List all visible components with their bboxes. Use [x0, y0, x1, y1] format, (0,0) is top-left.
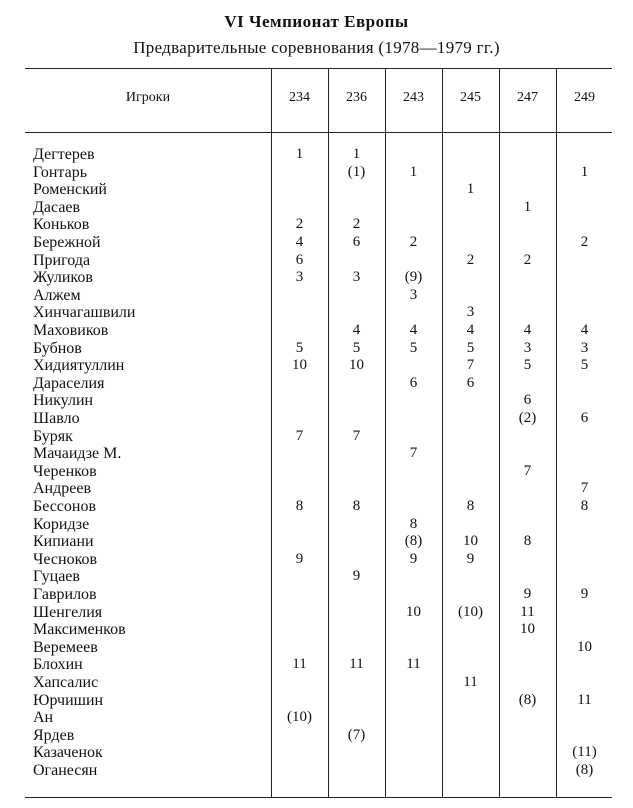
shirt-number-cell: 5: [466, 339, 475, 356]
shirt-number-cell: 10: [406, 603, 421, 620]
shirt-number-cell: 1: [352, 146, 361, 162]
shirt-number-cell: 11: [349, 656, 364, 673]
player-name: Гаврилов: [33, 586, 97, 603]
shirt-number-cell: 5: [409, 339, 418, 356]
player-name: Жуликов: [33, 269, 93, 287]
shirt-number-cell: (11): [572, 744, 597, 761]
match-header-234: 234: [289, 90, 310, 105]
shirt-number-cell: 1: [523, 198, 532, 215]
shirt-number-cell: (10): [287, 709, 312, 726]
shirt-number-cell: 5: [580, 357, 589, 374]
player-name: Ярдев: [33, 726, 75, 744]
shirt-number-cell: (8): [575, 762, 594, 778]
shirt-number-cell: 11: [577, 691, 592, 708]
shirt-number-cell: 10: [349, 357, 364, 374]
shirt-number-cell: 9: [466, 550, 475, 567]
match-header-247: 247: [517, 90, 538, 105]
player-name: Веремеев: [33, 638, 98, 656]
player-name: Бережной: [33, 234, 101, 251]
player-name: Хидиятуллин: [33, 357, 125, 375]
shirt-number-cell: 2: [409, 234, 418, 250]
shirt-number-cell: 11: [463, 674, 478, 690]
player-name: Андреев: [33, 480, 92, 498]
header-bottom-rule: [25, 132, 612, 133]
shirt-number-cell: (8): [404, 533, 423, 550]
shirt-number-cell: 2: [580, 234, 589, 250]
shirt-number-cell: 3: [580, 339, 589, 356]
shirt-number-cell: 6: [295, 251, 304, 268]
shirt-number-cell: 6: [409, 374, 418, 391]
shirt-number-cell: 9: [352, 568, 361, 585]
shirt-number-cell: (2): [518, 410, 537, 426]
shirt-number-cell: 7: [523, 462, 532, 479]
shirt-number-cell: 11: [292, 656, 307, 673]
match-header-236: 236: [346, 90, 367, 105]
shirt-number-cell: 10: [577, 638, 592, 655]
shirt-number-cell: 7: [580, 480, 589, 497]
player-name: Блохин: [33, 656, 83, 674]
shirt-number-cell: 7: [352, 427, 361, 444]
player-name: Чесноков: [33, 550, 98, 568]
shirt-number-cell: 2: [523, 251, 532, 268]
player-name: Маховиков: [33, 322, 109, 339]
player-column-header: Игроки: [125, 90, 171, 105]
player-name: Хинчагашвили: [33, 304, 136, 322]
shirt-number-cell: 7: [295, 427, 304, 444]
shirt-number-cell: 4: [466, 322, 475, 338]
shirt-number-cell: 4: [352, 322, 361, 338]
player-name: Никулин: [33, 392, 94, 410]
player-name: Максименков: [33, 621, 126, 639]
shirt-number-cell: (7): [347, 726, 366, 743]
player-name: Ан: [33, 709, 54, 727]
shirt-number-cell: 8: [295, 498, 304, 514]
player-name: Бессонов: [33, 498, 97, 515]
shirt-number-cell: 8: [352, 498, 361, 514]
shirt-number-cell: 8: [409, 515, 418, 532]
shirt-number-cell: 1: [466, 181, 475, 198]
player-name: Мачаидзе М.: [33, 445, 122, 463]
shirt-number-cell: 3: [466, 304, 475, 321]
shirt-number-cell: 2: [352, 216, 361, 233]
player-name: Алжем: [33, 286, 81, 304]
shirt-number-cell: (1): [347, 163, 366, 180]
page-subtitle: Предварительные соревнования (1978—1979 гг.): [133, 38, 500, 57]
shirt-number-cell: 9: [523, 586, 532, 602]
shirt-number-cell: 10: [520, 621, 535, 638]
player-name: Дараселия: [33, 374, 105, 392]
player-name: Бубнов: [33, 339, 82, 357]
shirt-number-cell: 3: [295, 269, 304, 286]
player-name: Шавло: [33, 410, 80, 427]
shirt-number-cell: 10: [292, 357, 307, 374]
player-name: Дегтерев: [33, 146, 95, 163]
shirt-number-cell: 1: [580, 163, 589, 180]
shirt-number-cell: 4: [580, 322, 589, 338]
shirt-number-cell: 8: [523, 533, 532, 550]
shirt-number-cell: (10): [458, 603, 483, 620]
player-name: Кипиани: [33, 533, 94, 551]
shirt-number-cell: 6: [523, 392, 532, 409]
player-name: Шенгелия: [33, 603, 103, 621]
match-header-245: 245: [460, 90, 481, 105]
player-name: Дасаев: [33, 198, 81, 216]
shirt-number-cell: 1: [409, 163, 418, 180]
column-divider: [499, 68, 500, 797]
shirt-number-cell: 2: [466, 251, 475, 268]
table-bottom-rule: [25, 797, 612, 798]
shirt-number-cell: 6: [352, 234, 361, 250]
player-name: Буряк: [33, 427, 73, 445]
player-name: Оганесян: [33, 762, 98, 779]
shirt-number-cell: 4: [523, 322, 532, 338]
shirt-number-cell: (9): [404, 269, 423, 286]
table-top-rule: [25, 68, 612, 69]
shirt-number-cell: 7: [409, 445, 418, 462]
shirt-number-cell: 10: [463, 533, 478, 550]
player-name: Казаченок: [33, 744, 103, 762]
match-header-249: 249: [574, 90, 595, 105]
player-name: Гонтарь: [33, 163, 87, 181]
shirt-number-cell: 7: [466, 357, 475, 374]
shirt-number-cell: 11: [520, 603, 535, 620]
shirt-number-cell: 5: [295, 339, 304, 356]
shirt-number-cell: 5: [523, 357, 532, 374]
shirt-number-cell: 6: [580, 410, 589, 426]
player-name: Хапсалис: [33, 674, 99, 691]
player-name: Коньков: [33, 216, 90, 234]
shirt-number-cell: 3: [523, 339, 532, 356]
shirt-number-cell: 8: [580, 498, 589, 514]
shirt-number-cell: 6: [466, 374, 475, 391]
player-name: Черенков: [33, 462, 97, 480]
shirt-number-cell: 8: [466, 498, 475, 514]
shirt-number-cell: 4: [295, 234, 304, 250]
shirt-number-cell: 9: [295, 550, 304, 567]
player-name: Юрчишин: [33, 691, 104, 709]
shirt-number-cell: 2: [295, 216, 304, 233]
page-title: VI Чемпионат Европы: [224, 12, 409, 31]
player-name: Коридзе: [33, 515, 90, 533]
player-name: Роменский: [33, 181, 107, 199]
shirt-number-cell: 9: [409, 550, 418, 567]
player-name: Гуцаев: [33, 568, 80, 586]
match-header-243: 243: [403, 90, 424, 105]
player-name: Пригода: [33, 251, 91, 269]
shirt-number-cell: 4: [409, 322, 418, 338]
shirt-number-cell: 11: [406, 656, 421, 673]
shirt-number-cell: 1: [295, 146, 304, 162]
shirt-number-cell: 9: [580, 586, 589, 602]
shirt-number-cell: 5: [352, 339, 361, 356]
shirt-number-cell: (8): [518, 691, 537, 708]
shirt-number-cell: 3: [352, 269, 361, 286]
shirt-number-cell: 3: [409, 286, 418, 303]
